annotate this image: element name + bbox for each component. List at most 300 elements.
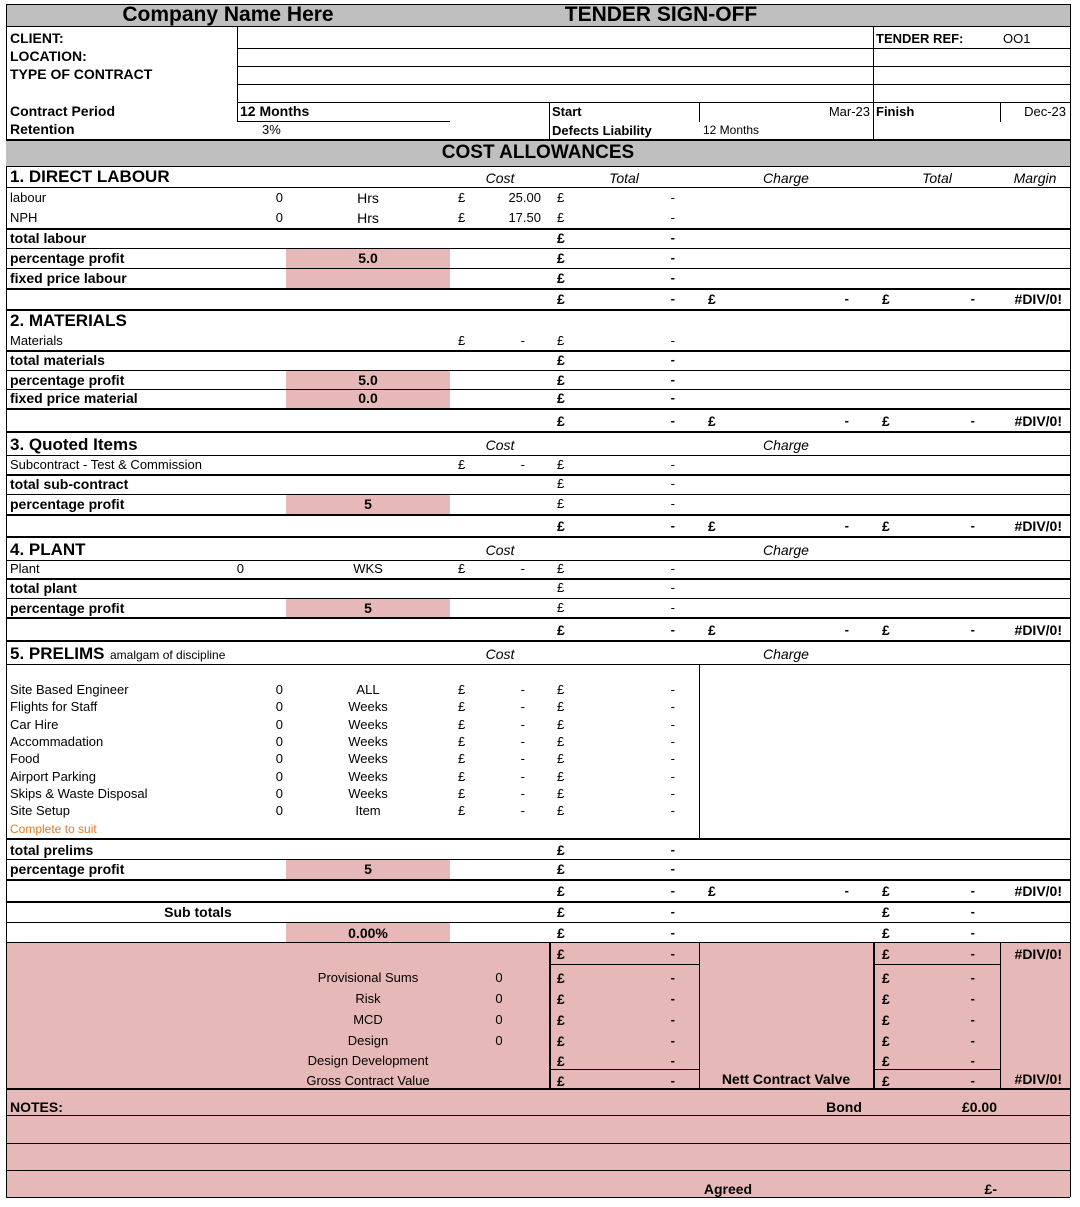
grid-line (6, 598, 1070, 599)
start-label: Start (552, 104, 582, 119)
dash-value: - (520, 699, 525, 714)
fixed-price-label: fixed price labour (10, 270, 127, 286)
cost-col-header: Cost (485, 170, 515, 186)
dash-value: - (844, 622, 849, 637)
pound-sign: £ (458, 210, 466, 225)
subtotals-label: Sub totals (164, 904, 232, 920)
dash-value: - (670, 734, 675, 749)
dash-value: - (970, 1033, 975, 1048)
row-label: Plant (10, 561, 40, 576)
dash-value: - (670, 991, 675, 1006)
grid-line (6, 1143, 1070, 1144)
pound-sign: £ (458, 190, 466, 205)
contract-period-value: 12 Months (240, 103, 310, 119)
pound-sign: £ (557, 476, 565, 491)
unit-value: Hrs (357, 190, 379, 206)
cost-col-header: Cost (485, 646, 515, 662)
cost-col-header: Cost (485, 542, 515, 558)
unit-value: Weeks (348, 734, 388, 749)
retention-value: 3% (262, 122, 281, 137)
dash-value: - (670, 1012, 675, 1027)
pound-sign: £ (557, 413, 565, 429)
row-label: Accommadation (10, 734, 104, 749)
pound-sign: £ (557, 561, 565, 576)
pound-sign: £ (557, 580, 565, 595)
summary-item-value: 0 (495, 970, 503, 985)
grid-line (6, 943, 7, 1197)
dash-value: - (970, 925, 975, 940)
profit-value[interactable]: 5.0 (358, 250, 378, 266)
grid-line (6, 309, 1070, 311)
sheet-title: TENDER SIGN-OFF (564, 3, 758, 26)
grid-line (873, 1069, 1000, 1070)
grid-line (699, 943, 700, 1088)
grid-line (6, 640, 1070, 642)
grid-line (237, 48, 1070, 49)
pound-sign: £ (557, 1053, 565, 1069)
dash-value: - (520, 717, 525, 732)
profit-value[interactable]: 5 (364, 600, 372, 616)
grid-line (6, 431, 1070, 433)
pound-sign: £ (708, 291, 716, 307)
dash-value: - (670, 904, 675, 919)
pound-sign: £ (458, 333, 466, 348)
dash-value: - (520, 786, 525, 801)
grid-line (6, 514, 1070, 516)
bond-label: Bond (826, 1099, 862, 1115)
company-name: Company Name Here (122, 3, 334, 26)
grid-line (6, 248, 1070, 249)
pound-sign: £ (557, 717, 565, 732)
dash-value: - (670, 769, 675, 784)
dash-value: - (844, 518, 849, 533)
pound-sign: £ (458, 751, 466, 766)
pound-sign: £ (557, 1073, 565, 1089)
contract-type-label: TYPE OF CONTRACT (10, 66, 153, 82)
section-title-labour: 1. DIRECT LABOUR (10, 167, 170, 186)
charge-col-header: Charge (763, 437, 809, 453)
dash-value: - (670, 352, 675, 367)
profit-label: percentage profit (10, 250, 125, 266)
row-label: NPH (10, 210, 38, 225)
dash-value: - (970, 991, 975, 1006)
row-label: Flights for Staff (10, 699, 98, 714)
finish-value: Dec-23 (1024, 104, 1066, 119)
row-label: Car Hire (10, 717, 59, 732)
profit-input-cell (286, 269, 450, 288)
pound-sign: £ (557, 291, 565, 307)
grid-line (6, 288, 1070, 290)
dash-value: - (670, 390, 675, 405)
qty-value: 0 (275, 682, 283, 697)
dash-value: - (970, 970, 975, 985)
qty-value: 0 (275, 786, 283, 801)
dash-value: - (970, 622, 975, 637)
charge-col-header: Charge (763, 170, 809, 186)
grid-line (6, 474, 1070, 476)
grid-line (6, 455, 1070, 456)
grid-line (1070, 943, 1071, 1197)
profit-value[interactable]: 5 (364, 861, 372, 877)
dash-value: - (670, 476, 675, 491)
fixed-price-label: fixed price material (10, 390, 138, 406)
qty-value: 0 (275, 734, 283, 749)
section-title-prelims: 5. PRELIMS (10, 644, 105, 663)
grid-line (237, 66, 1070, 67)
pound-sign: £ (882, 622, 890, 638)
pound-sign: £ (882, 904, 890, 920)
rate-value: 25.00 (508, 190, 541, 205)
dash-value: - (670, 1053, 675, 1068)
profit-label: percentage profit (10, 600, 125, 616)
client-label: CLIENT: (10, 30, 64, 46)
row-label: Site Based Engineer (10, 682, 129, 697)
grid-line (1000, 102, 1001, 122)
grid-line (237, 102, 1070, 103)
grid-line (6, 838, 1070, 840)
qty-value: 0 (275, 751, 283, 766)
pound-sign: £ (882, 291, 890, 307)
prelims-subtitle: amalgam of discipline (110, 648, 226, 662)
pound-sign: £ (458, 682, 466, 697)
agreed-label: Agreed (703, 1181, 753, 1197)
grid-line (6, 879, 1070, 881)
margin-value: #DIV/0! (1014, 622, 1062, 638)
grid-line (6, 1088, 1070, 1090)
summary-item-value: 0 (495, 1012, 503, 1027)
unit-value: Hrs (357, 210, 379, 226)
grid-line (237, 84, 1070, 85)
grid-line (873, 26, 874, 122)
grid-line (549, 964, 699, 965)
tender-ref-label: TENDER REF: (876, 31, 964, 46)
pound-sign: £ (557, 734, 565, 749)
pound-sign: £ (557, 991, 565, 1007)
defects-liability-label: Defects Liability (552, 123, 652, 138)
total-materials-label: total materials (10, 352, 105, 368)
dash-value: - (670, 496, 675, 511)
cost-col-header: Cost (485, 437, 515, 453)
dash-value: - (670, 861, 675, 876)
grid-line (6, 536, 1070, 538)
dash-value: - (670, 786, 675, 801)
summary-item-label: MCD (353, 1012, 383, 1027)
pound-sign: £ (557, 751, 565, 766)
pound-sign: £ (882, 883, 890, 899)
agreed-value: £- (984, 1181, 997, 1197)
grid-line (1000, 943, 1001, 1088)
dash-value: - (970, 518, 975, 533)
dash-value: - (670, 413, 675, 428)
grid-line (699, 664, 700, 838)
dash-value: - (844, 291, 849, 306)
dash-value: - (670, 699, 675, 714)
defects-liability-value: 12 Months (703, 123, 760, 137)
pound-sign: £ (557, 372, 565, 388)
pound-sign: £ (458, 717, 466, 732)
dash-value: - (670, 457, 675, 472)
pound-sign: £ (458, 734, 466, 749)
pound-sign: £ (557, 250, 565, 266)
row-label: Site Setup (10, 803, 70, 818)
dash-value: - (670, 925, 675, 940)
location-label: LOCATION: (10, 48, 87, 64)
profit-label: percentage profit (10, 861, 125, 877)
pound-sign: £ (458, 786, 466, 801)
pound-sign: £ (557, 190, 565, 205)
grid-line (873, 122, 874, 140)
grid-line (6, 187, 1070, 188)
dash-value: - (670, 333, 675, 348)
profit-label: percentage profit (10, 372, 125, 388)
dash-value: - (670, 230, 675, 245)
grid-line (6, 664, 1070, 665)
grid-line (6, 1197, 1070, 1198)
dash-value: - (670, 970, 675, 985)
grid-line (6, 268, 1070, 269)
cost-allowances-title: COST ALLOWANCES (441, 142, 635, 163)
pound-sign: £ (557, 390, 565, 406)
dash-value: - (670, 682, 675, 697)
pound-sign: £ (882, 1073, 890, 1089)
pound-sign: £ (557, 803, 565, 818)
grid-line (6, 350, 1070, 352)
pound-sign: £ (458, 457, 466, 472)
grid-line (6, 1115, 1070, 1116)
dash-value: - (970, 1012, 975, 1027)
pound-sign: £ (708, 622, 716, 638)
dash-value: - (520, 457, 525, 472)
pound-sign: £ (458, 803, 466, 818)
pound-sign: £ (882, 518, 890, 534)
dash-value: - (970, 1073, 975, 1088)
dash-value: - (970, 883, 975, 898)
pound-sign: £ (557, 904, 565, 920)
pound-sign: £ (557, 457, 565, 472)
summary-block (6, 943, 1070, 1197)
pound-sign: £ (557, 352, 565, 368)
grid-line (6, 922, 1070, 923)
profit-value[interactable]: 5 (364, 496, 372, 512)
margin-value: #DIV/0! (1014, 946, 1062, 962)
unit-value: Weeks (348, 717, 388, 732)
grid-line (873, 964, 1000, 965)
pound-sign: £ (557, 600, 565, 615)
margin-col-header: Margin (1013, 170, 1057, 186)
dash-value: - (970, 946, 975, 961)
dash-value: - (670, 803, 675, 818)
unit-value: Weeks (348, 786, 388, 801)
pound-sign: £ (882, 1012, 890, 1028)
dash-value: - (670, 190, 675, 205)
dash-value: - (670, 372, 675, 387)
qty-value: 0 (275, 699, 283, 714)
unit-value: Weeks (348, 699, 388, 714)
total-labour-label: total labour (10, 230, 87, 246)
pound-sign: £ (557, 333, 565, 348)
margin-value: #DIV/0! (1014, 413, 1062, 429)
pound-sign: £ (557, 786, 565, 801)
qty-value: 0 (275, 769, 283, 784)
summary-item-label: Design (347, 1033, 389, 1048)
total-plant-label: total plant (10, 580, 77, 596)
total-col-header: Total (609, 170, 639, 186)
pound-sign: £ (557, 925, 565, 941)
grid-line (549, 102, 550, 140)
grid-line (699, 102, 700, 122)
pound-sign: £ (557, 883, 565, 899)
unit-value: Weeks (348, 769, 388, 784)
total-prelims-label: total prelims (10, 842, 94, 858)
qty-value: 0 (275, 803, 283, 818)
grid-line (6, 4, 1070, 5)
profit-label: percentage profit (10, 496, 125, 512)
dash-value: - (670, 717, 675, 732)
finish-label: Finish (876, 104, 915, 119)
grid-line (237, 26, 238, 122)
pound-sign: £ (557, 769, 565, 784)
retention-label: Retention (10, 121, 75, 137)
section-title-materials: 2. MATERIALS (10, 311, 127, 330)
dash-value: - (670, 270, 675, 285)
pound-sign: £ (882, 946, 890, 962)
overall-percent[interactable]: 0.00% (348, 925, 388, 941)
pound-sign: £ (882, 991, 890, 1007)
dash-value: - (520, 803, 525, 818)
pound-sign: £ (882, 925, 890, 941)
total-col-header: Total (922, 170, 952, 186)
summary-item-value: 0 (495, 1033, 503, 1048)
pound-sign: £ (708, 413, 716, 429)
dash-value: - (520, 734, 525, 749)
dash-value: - (670, 518, 675, 533)
pound-sign: £ (557, 946, 565, 962)
tender-ref-value: OO1 (1003, 31, 1031, 46)
dash-value: - (520, 333, 525, 348)
row-label: Skips & Waste Disposal (10, 786, 148, 801)
grid-line (6, 494, 1070, 495)
charge-col-header: Charge (763, 646, 809, 662)
dash-value: - (670, 622, 675, 637)
dash-value: - (844, 883, 849, 898)
profit-value[interactable]: 5.0 (358, 372, 378, 388)
dash-value: - (520, 682, 525, 697)
grid-line (6, 228, 1070, 230)
pound-sign: £ (882, 970, 890, 986)
summary-item-label: Provisional Sums (317, 970, 419, 985)
pound-sign: £ (557, 682, 565, 697)
notes-label: NOTES: (10, 1099, 63, 1115)
nett-contract-label: Nett Contract Valve (721, 1071, 851, 1087)
total-subcontract-label: total sub-contract (10, 476, 129, 492)
pound-sign: £ (557, 1033, 565, 1049)
dash-value: - (670, 561, 675, 576)
grid-line (549, 1069, 699, 1070)
grid-line (6, 578, 1070, 580)
grid-line (6, 859, 1070, 860)
grid-line (6, 560, 1070, 561)
pound-sign: £ (557, 210, 565, 225)
row-label: labour (10, 190, 47, 205)
summary-item-label: Design Development (307, 1053, 429, 1068)
dash-value: - (520, 751, 525, 766)
dash-value: - (970, 291, 975, 306)
start-value: Mar-23 (828, 104, 870, 119)
charge-col-header: Charge (763, 542, 809, 558)
pound-sign: £ (557, 970, 565, 986)
qty-value: 0 (236, 561, 244, 576)
margin-value: #DIV/0! (1014, 291, 1062, 307)
contract-period-label: Contract Period (10, 103, 116, 119)
dash-value: - (670, 250, 675, 265)
dash-value: - (970, 1053, 975, 1068)
row-label: Subcontract - Test & Commission (10, 457, 202, 472)
summary-item-label: Gross Contract Value (306, 1073, 430, 1088)
pound-sign: £ (557, 861, 565, 877)
bond-value: £0.00 (961, 1099, 997, 1115)
summary-item-value: 0 (495, 991, 503, 1006)
margin-value: #DIV/0! (1014, 518, 1062, 534)
dash-value: - (844, 413, 849, 428)
pound-sign: £ (557, 842, 565, 858)
margin-value: #DIV/0! (1014, 1071, 1062, 1087)
dash-value: - (520, 769, 525, 784)
pound-sign: £ (458, 699, 466, 714)
pound-sign: £ (557, 622, 565, 638)
dash-value: - (670, 1033, 675, 1048)
pound-sign: £ (708, 518, 716, 534)
dash-value: - (520, 561, 525, 576)
pound-sign: £ (557, 518, 565, 534)
grid-line (6, 26, 1070, 27)
qty-value: 0 (275, 717, 283, 732)
dash-value: - (670, 580, 675, 595)
unit-value: ALL (356, 682, 380, 697)
dash-value: - (670, 600, 675, 615)
dash-value: - (670, 210, 675, 225)
grid-line (6, 370, 1070, 371)
summary-item-label: Risk (355, 991, 381, 1006)
dash-value: - (670, 1073, 675, 1088)
pound-sign: £ (708, 883, 716, 899)
fixed-price-value[interactable]: 0.0 (358, 390, 378, 406)
grid-line (6, 617, 1070, 619)
margin-value: #DIV/0! (1014, 883, 1062, 899)
pound-sign: £ (557, 270, 565, 286)
dash-value: - (670, 842, 675, 857)
grid-line (6, 1170, 1070, 1171)
grid-line (6, 389, 1070, 390)
dash-value: - (970, 904, 975, 919)
dash-value: - (670, 946, 675, 961)
section-title-plant: 4. PLANT (10, 540, 86, 559)
complete-to-suit-note: Complete to suit (10, 822, 97, 836)
grid-line (6, 901, 1070, 903)
pound-sign: £ (882, 1053, 890, 1069)
grid-line (6, 408, 1070, 410)
dash-value: - (670, 291, 675, 306)
unit-value: WKS (353, 561, 383, 576)
dash-value: - (970, 413, 975, 428)
pound-sign: £ (882, 1033, 890, 1049)
qty-value: 0 (275, 190, 283, 205)
dash-value: - (670, 751, 675, 766)
pound-sign: £ (557, 496, 565, 511)
pound-sign: £ (458, 769, 466, 784)
pound-sign: £ (557, 1012, 565, 1028)
section-title-quoted: 3. Quoted Items (10, 435, 138, 454)
row-label: Airport Parking (10, 769, 96, 784)
